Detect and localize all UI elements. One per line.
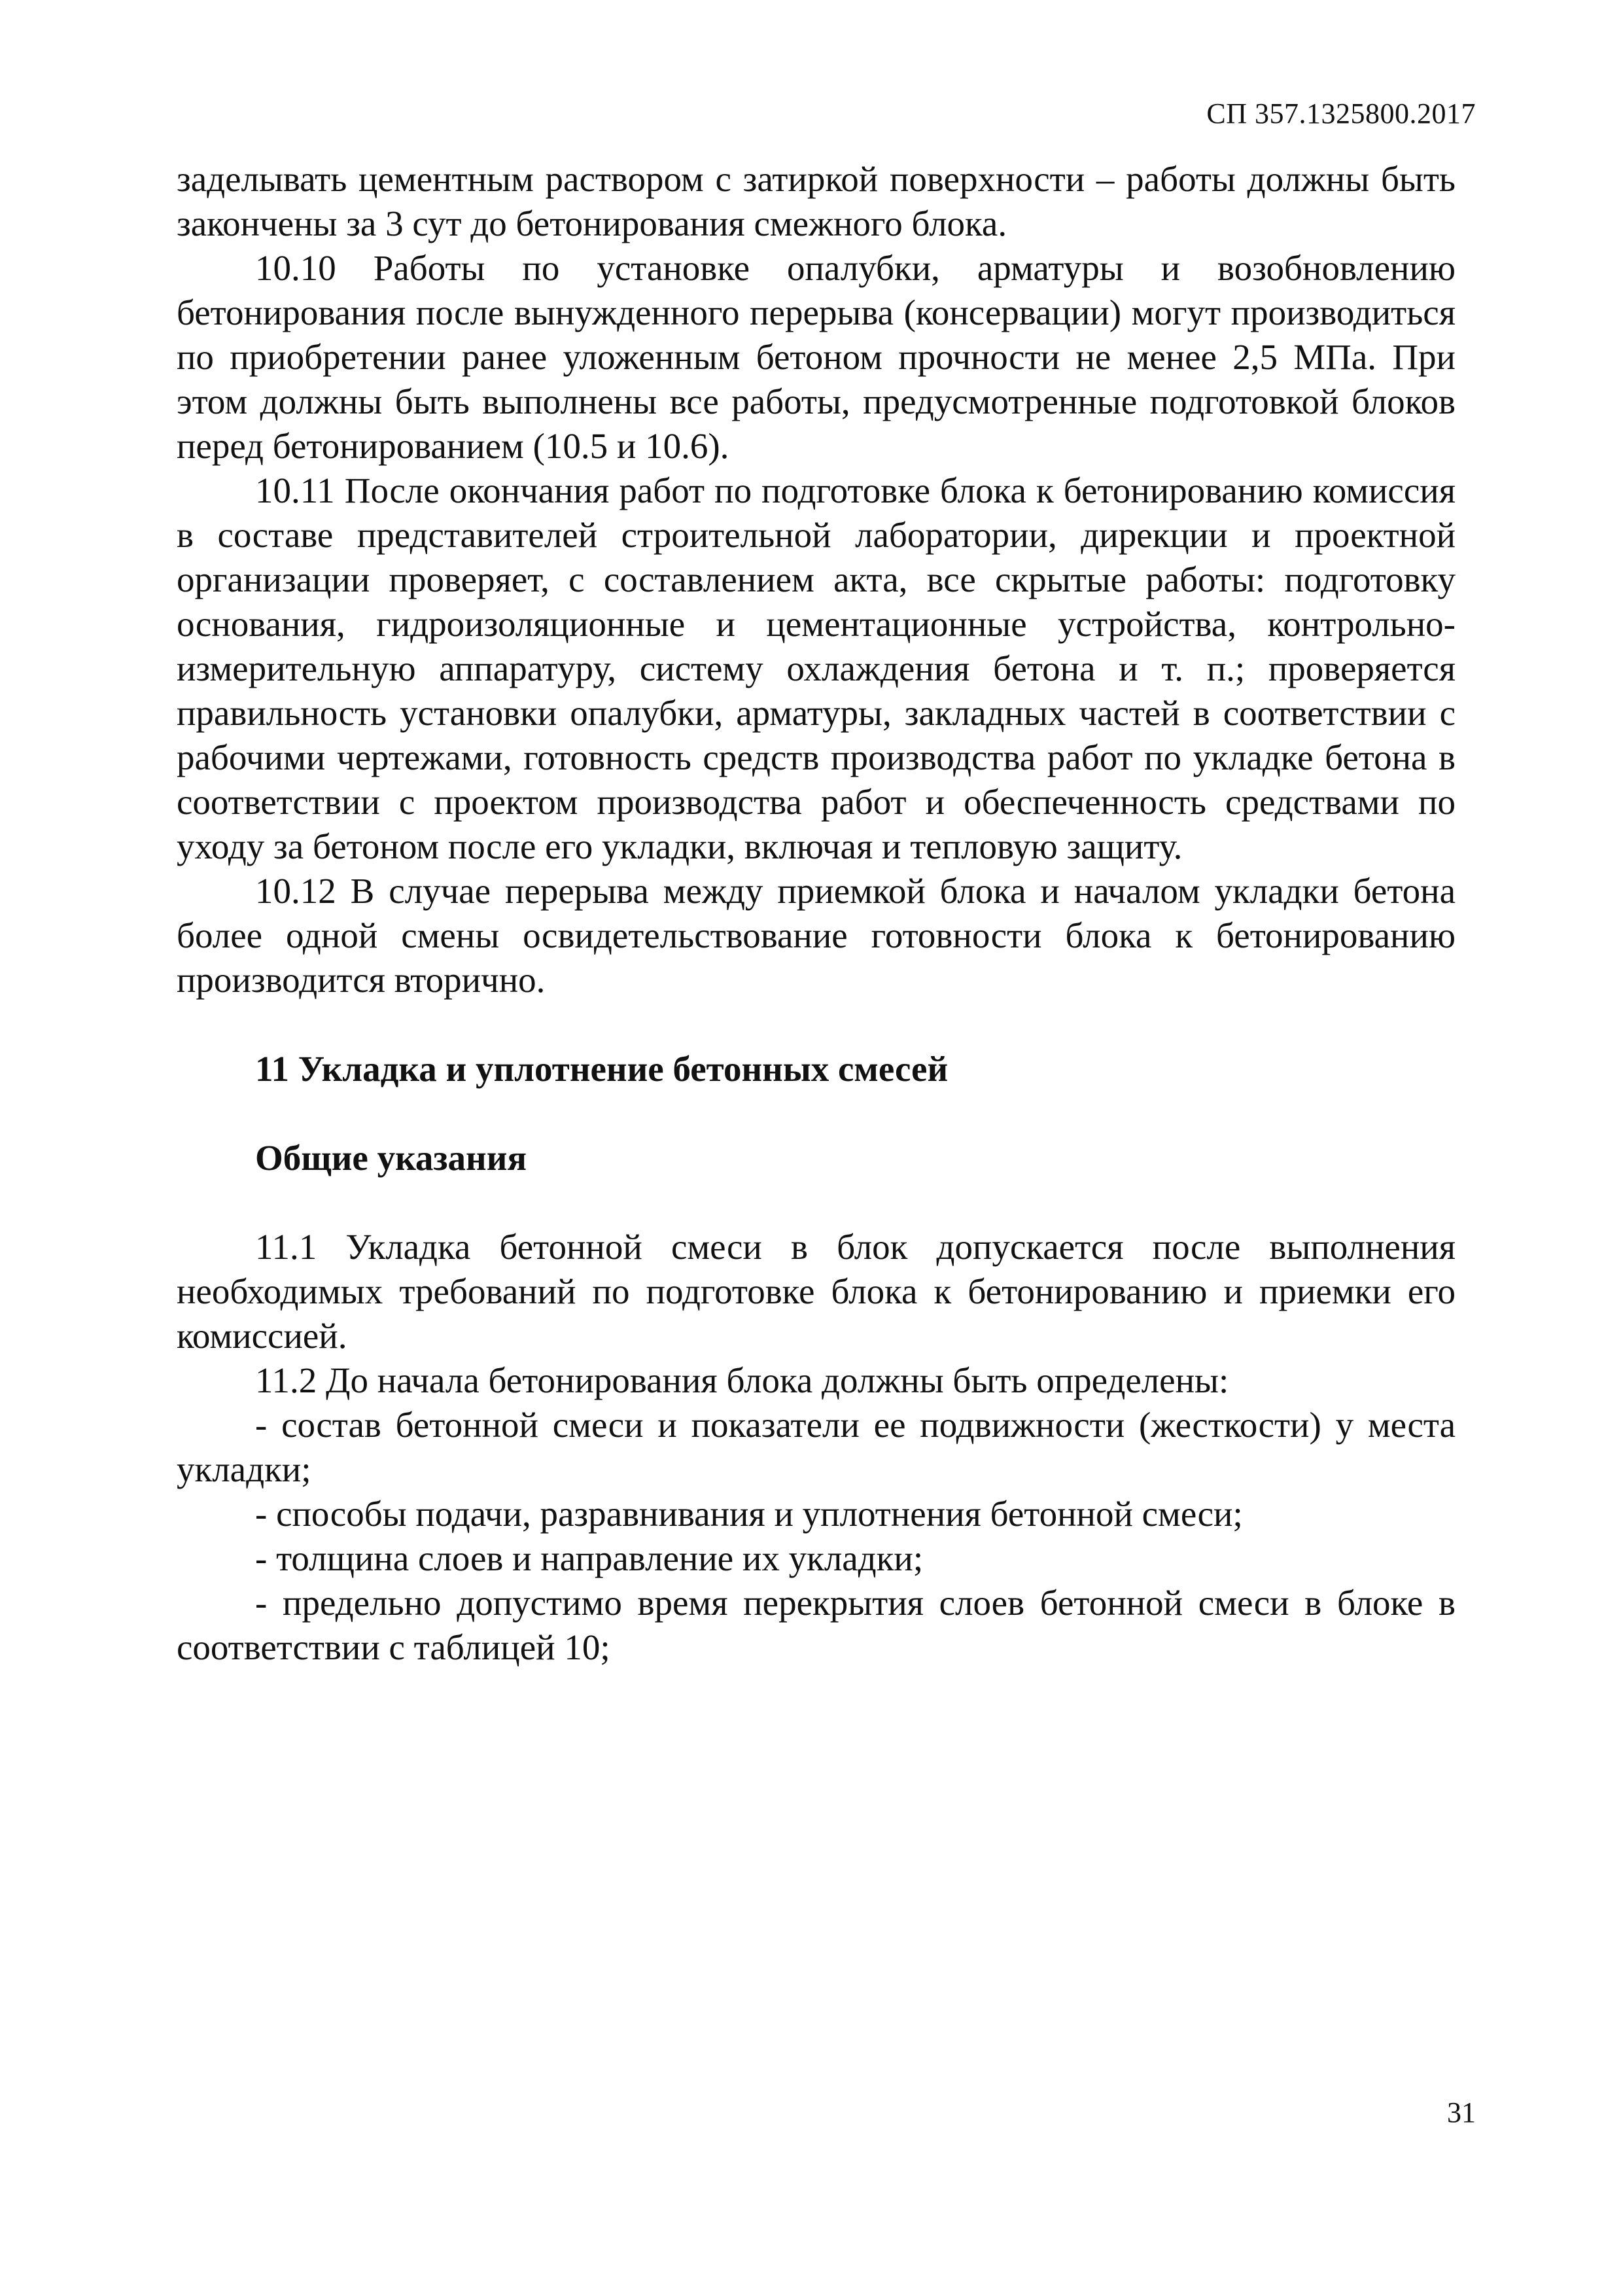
document-code: СП 357.1325800.2017 bbox=[1206, 97, 1476, 130]
list-item: - предельно допустимо время перекрытия слоев бетонной смеси в блоке в соответствии с таблицей 10; bbox=[177, 1583, 1456, 1667]
paragraph-10-11: 10.11 После окончания работ по подготовке блока к бетонированию комиссия в составе представителей строительной лаборатории, дирекции и проектной организации проверяет, с составлением акта, все скрытые работы: подготовку основания, гидроизоляционные и цементационные устройства, контрольно-измерительную аппаратуру, систему охлаждения бетона и т. п.; проверяется правильность установки опалубки, арматуры, закладных частей в соответствии с рабочими чертежами, готовность средств производства работ по укладке бетона в соответствии с проектом производства работ и обеспеченность средствами по уходу за бетоном после его укладки, включая и тепловую защиту. bbox=[177, 470, 1456, 866]
paragraph-10-12: 10.12 В случае перерыва между приемкой блока и началом укладки бетона более одной смены освидетельствование готовности блока к бетонированию производится вторично. bbox=[177, 871, 1456, 1000]
section-heading: 11 Укладка и уплотнение бетонных смесей bbox=[255, 1049, 949, 1089]
list-item: - способы подачи, разравнивания и уплотнения бетонной смеси; bbox=[255, 1494, 1243, 1534]
paragraph-10-10: 10.10 Работы по установке опалубки, арматуры и возобновлению бетонирования после вынужденного перерыва (консервации) могут производиться по приобретении ранее уложенным бетоном прочности не менее 2,5 МПа. При этом должны быть выполнены все работы, предусмотренные подготовкой блоков перед бетонированием (10.5 и 10.6). bbox=[177, 248, 1456, 466]
paragraph-11-1: 11.1 Укладка бетонной смеси в блок допускается после выполнения необходимых требований по подготовке блока к бетонированию и приемки его комиссией. bbox=[177, 1227, 1456, 1356]
list-item: - состав бетонной смеси и показатели ее подвижности (жесткости) у места укладки; bbox=[177, 1405, 1456, 1489]
page-body bbox=[177, 157, 1456, 1670]
page-number: 31 bbox=[1447, 2096, 1476, 2128]
paragraph-11-2: 11.2 До начала бетонирования блока должны быть определены: bbox=[255, 1360, 1229, 1400]
list-item: - толщина слоев и направление их укладки; bbox=[255, 1538, 924, 1578]
subsection-heading: Общие указания bbox=[255, 1138, 527, 1178]
paragraph-continuation: заделывать цементным раствором с затиркой поверхности – работы должны быть закончены за 3 сут до бетонирования смежного блока. bbox=[177, 159, 1456, 243]
